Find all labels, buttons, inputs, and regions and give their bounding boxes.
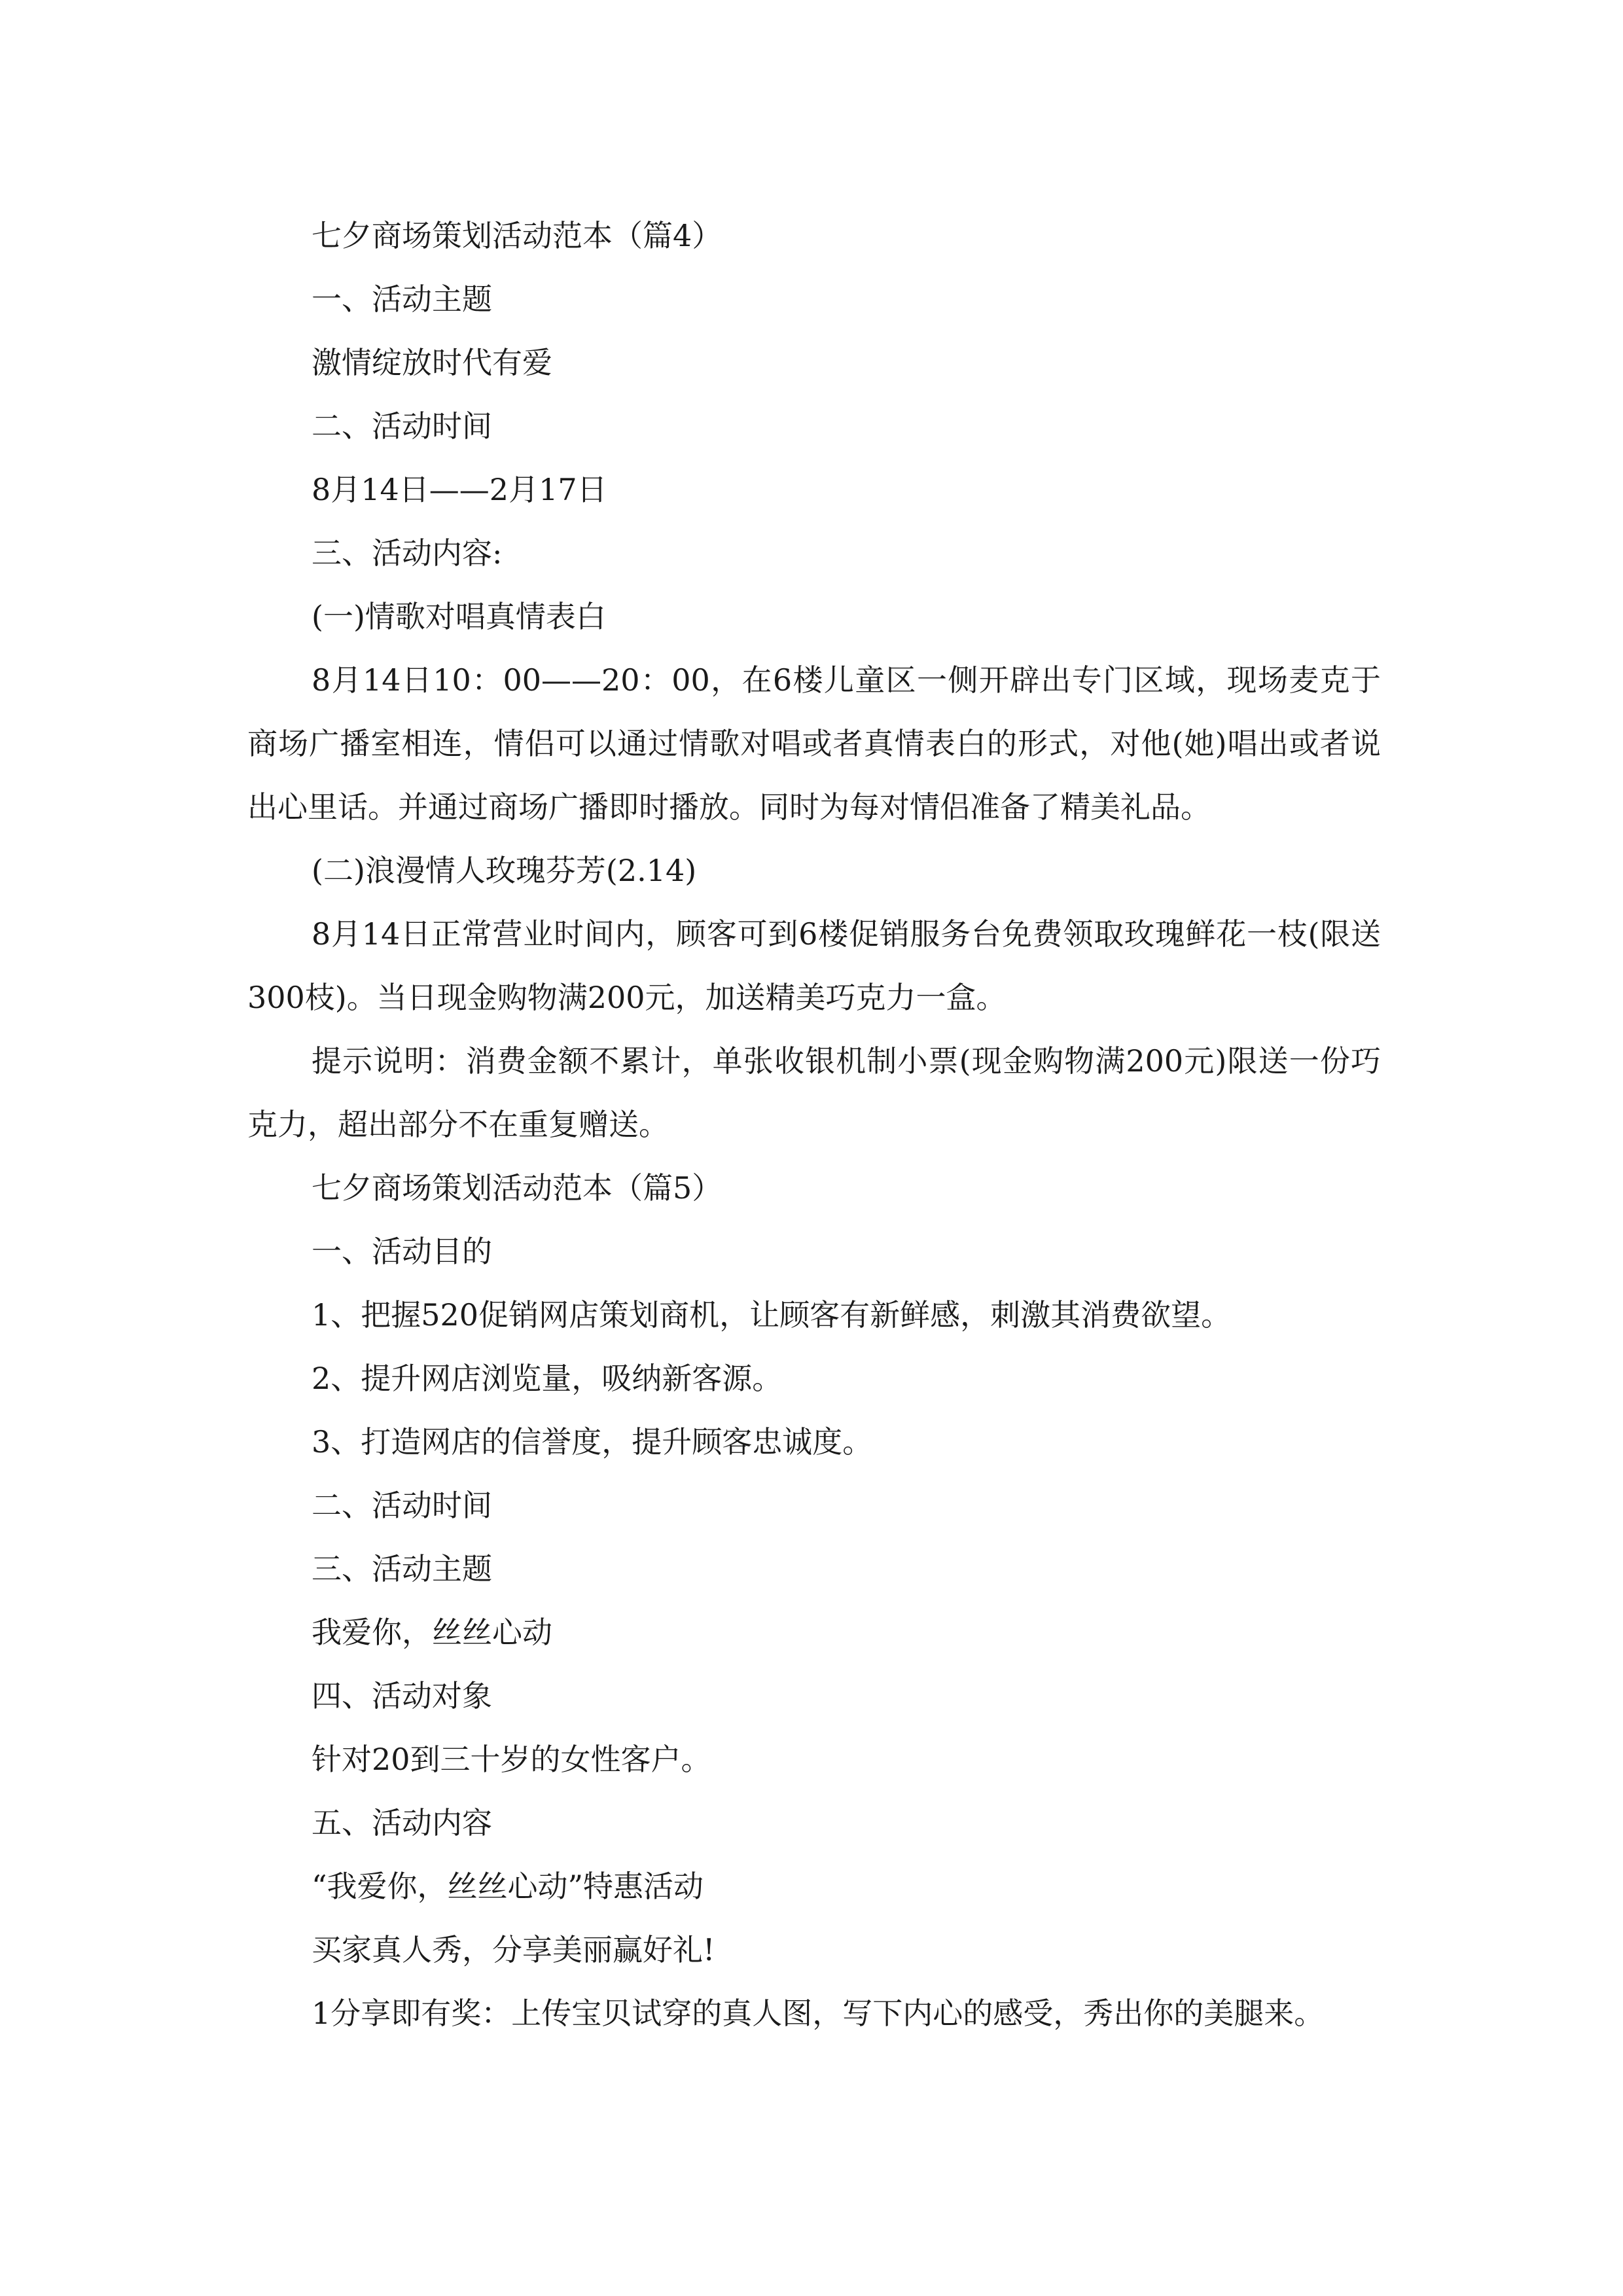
paragraph: 提示说明：消费金额不累计，单张收银机制小票(现金购物满200元)限送一份巧克力，超出部分不在重复赠送。 [247, 1043, 1381, 1142]
paragraph: 我爱你，丝丝心动 [312, 1615, 552, 1650]
heading: 二、活动时间 [312, 408, 492, 444]
heading: 四、活动对象 [312, 1678, 492, 1713]
paragraph: “我爱你，丝丝心动”特惠活动 [312, 1869, 704, 1904]
list-item: 3、打造网店的信誉度，提升顾客忠诚度。 [312, 1424, 873, 1460]
paragraph: 1分享即有奖：上传宝贝试穿的真人图，写下内心的感受，秀出你的美腿来。 [312, 1996, 1325, 2031]
heading: 一、活动主题 [312, 281, 492, 317]
paragraph: 8月14日10：00——20：00，在6楼儿童区一侧开辟出专门区域，现场麦克于商场广播室相连，情侣可以通过情歌对唱或者真情表白的形式，对他(她)唱出或者说出心里话。并通过商场广播即时播放。同时为每对情侣准备了精美礼品。 [247, 662, 1381, 825]
list-item: 2、提升网店浏览量，吸纳新客源。 [312, 1361, 783, 1396]
heading: 三、活动主题 [312, 1551, 492, 1587]
heading: 三、活动内容: [312, 535, 503, 571]
paragraph: 8月14日——2月17日 [312, 472, 607, 507]
list-item: 1、把握520促销网店策划商机，让顾客有新鲜感，刺激其消费欲望。 [312, 1297, 1232, 1333]
section-title: 七夕商场策划活动范本（篇5） [312, 1170, 722, 1206]
heading: 五、活动内容 [312, 1805, 492, 1840]
section-title: 七夕商场策划活动范本（篇4） [312, 218, 722, 253]
document-body [247, 204, 1381, 2045]
paragraph: 针对20到三十岁的女性客户。 [312, 1742, 711, 1777]
subheading: (二)浪漫情人玫瑰芬芳(2.14) [312, 853, 697, 888]
subheading: (一)情歌对唱真情表白 [312, 599, 606, 634]
paragraph: 激情绽放时代有爱 [312, 345, 552, 380]
heading: 二、活动时间 [312, 1488, 492, 1523]
heading: 一、活动目的 [312, 1234, 492, 1269]
paragraph: 买家真人秀，分享美丽赢好礼! [312, 1932, 715, 1967]
paragraph: 8月14日正常营业时间内，顾客可到6楼促销服务台免费领取玫瑰鲜花一枝(限送300枝)。当日现金购物满200元，加送精美巧克力一盒。 [247, 916, 1381, 1015]
